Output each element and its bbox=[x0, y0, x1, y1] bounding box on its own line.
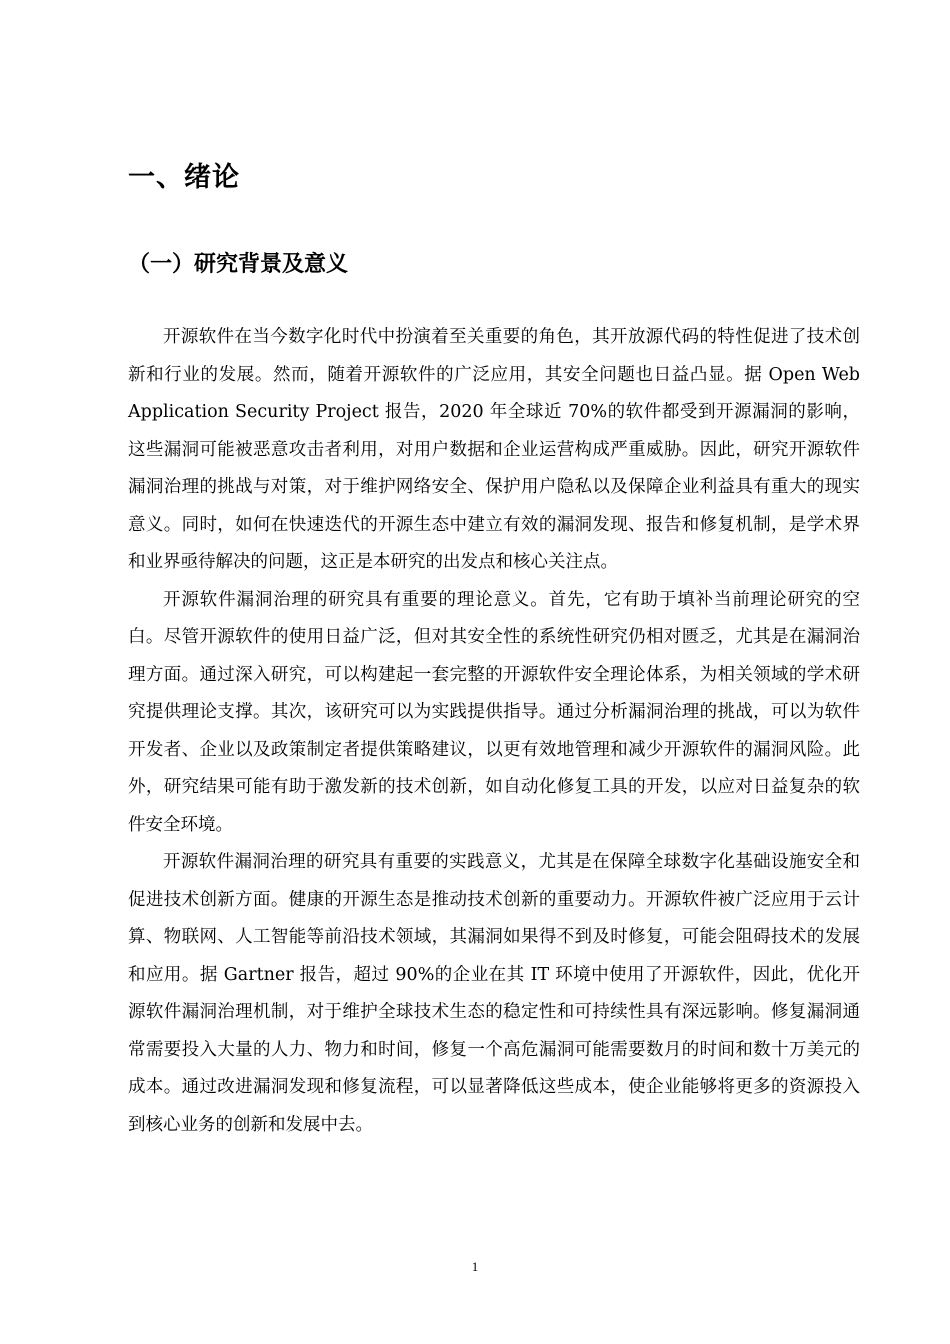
paragraph-3: 开源软件漏洞治理的研究具有重要的实践意义，尤其是在保障全球数字化基础设施安全和促进技术创新方面。健康的开源生态是推动技术创新的重要动力。开源软件被广泛应用于云计算、物联网、人工智能等前沿技术领域，其漏洞如果得不到及时修复，可能会阻碍技术的发展和应用。据 Gartner 报告，超过 90%的企业在其 IT 环境中使用了开源软件，因此，优化开源软件漏洞治理机制，对于维护全球技术生态的稳定性和可持续性具有深远影响。修复漏洞通常需要投入大量的人力、物力和时间，修复一个高危漏洞可能需要数月的时间和数十万美元的成本。通过改进漏洞发现和修复流程，可以显著降低这些成本，使企业能够将更多的资源投入到核心业务的创新和发展中去。 bbox=[128, 852, 860, 1135]
chapter-title: 一、绪论 bbox=[128, 162, 240, 193]
section-title: （一）研究背景及意义 bbox=[128, 252, 349, 277]
paragraph-2: 开源软件漏洞治理的研究具有重要的理论意义。首先，它有助于填补当前理论研究的空白。尽管开源软件的使用日益广泛，但对其安全性的系统性研究仍相对匮乏，尤其是在漏洞治理方面。通过深入研究，可以构建起一套完整的开源软件安全理论体系，为相关领域的学术研究提供理论支撑。其次，该研究可以为实践提供指导。通过分析漏洞治理的挑战，可以为软件开发者、企业以及政策制定者提供策略建议，以更有效地管理和减少开源软件的漏洞风险。此外，研究结果可能有助于激发新的技术创新，如自动化修复工具的开发，以应对日益复杂的软件安全环境。 bbox=[128, 589, 860, 835]
paragraph-1: 开源软件在当今数字化时代中扮演着至关重要的角色，其开放源代码的特性促进了技术创新和行业的发展。然而，随着开源软件的广泛应用，其安全问题也日益凸显。据 Open Web Application Security Project 报告，2020 年全球近 70%的软件都受到开源漏洞的影响，这些漏洞可能被恶意攻击者利用，对用户数据和企业运营构成严重威胁。因此，研究开源软件漏洞治理的挑战与对策，对于维护网络安全、保护用户隐私以及保障企业利益具有重大的现实意义。同时，如何在快速迭代的开源生态中建立有效的漏洞发现、报告和修复机制，是学术界和业界亟待解决的问题，这正是本研究的出发点和核心关注点。 bbox=[128, 327, 860, 572]
page-number: 1 bbox=[471, 1259, 479, 1274]
body-text bbox=[128, 319, 860, 1144]
